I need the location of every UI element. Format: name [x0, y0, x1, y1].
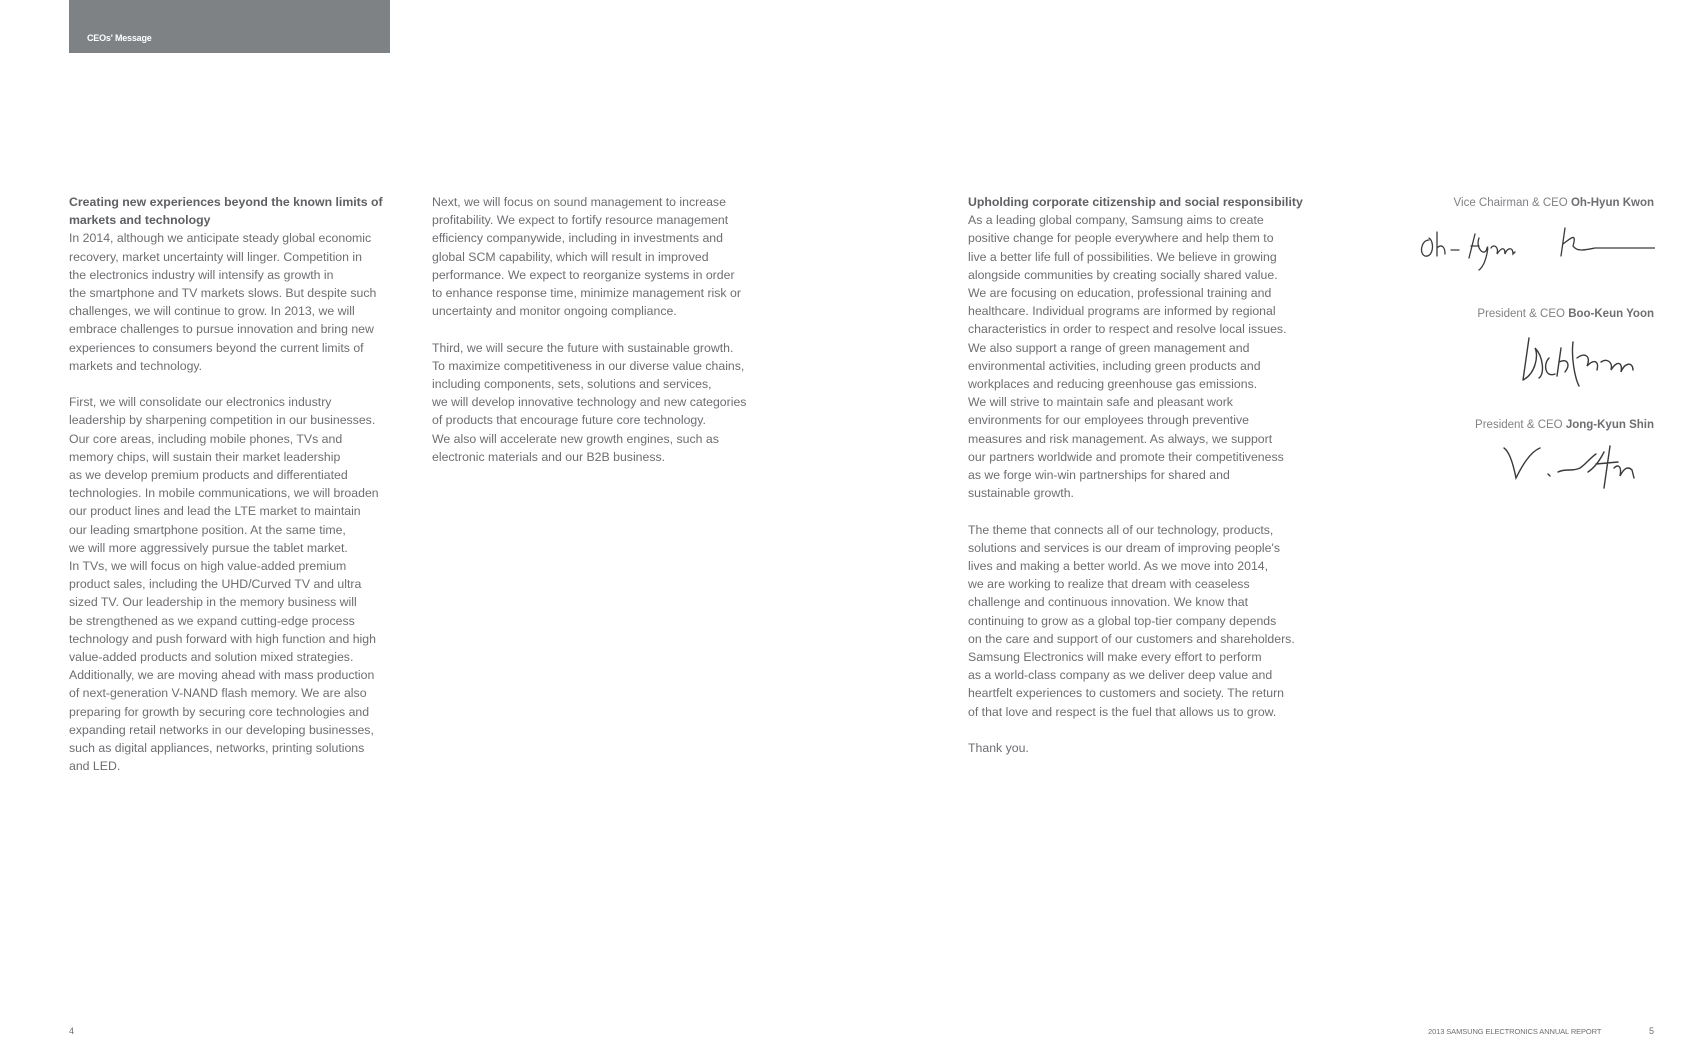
paragraph-line: including components, sets, solutions and services,	[432, 377, 712, 392]
paragraph-line: to enhance response time, minimize management risk or	[432, 286, 741, 301]
paragraph-line: uncertainty and monitor ongoing compliance.	[432, 304, 677, 319]
paragraph-line: embrace challenges to pursue innovation and bring new	[69, 322, 374, 337]
paragraph-line: Samsung Electronics will make every effort to perform	[968, 650, 1262, 665]
paragraph-line: characteristics in order to respect and resolve local issues.	[968, 322, 1287, 337]
signature-1	[1415, 218, 1655, 274]
paragraph-line: live a better life full of possibilities. We believe in growing	[968, 249, 1277, 264]
signatory-1-title: Vice Chairman & CEO	[1453, 197, 1568, 209]
paragraph-line: Additionally, we are moving ahead with mass production	[69, 668, 375, 683]
paragraph-line: To maximize competitiveness in our diverse value chains,	[432, 358, 745, 373]
signature-2	[1515, 328, 1655, 398]
paragraph-line: the electronics industry will intensify as growth in	[69, 267, 334, 282]
paragraph-line: as we develop premium products and differentiated	[69, 468, 348, 483]
paragraph-line: product sales, including the UHD/Curved TV and ultra	[69, 577, 362, 592]
signatory-1-name: Oh-Hyun Kwon	[1570, 197, 1654, 209]
paragraph-line: environments for our employees through preventive	[968, 413, 1249, 428]
paragraph-line: alongside communities by creating socially shared value.	[968, 267, 1278, 282]
paragraph-line: of products that encourage future core technology.	[432, 413, 706, 428]
paragraph-gap	[968, 721, 1303, 739]
paragraph-line: of that love and respect is the fuel that allows us to grow.	[968, 704, 1277, 719]
paragraph-line: performance. We expect to reorganize systems in order	[432, 267, 735, 282]
paragraph-line: We will strive to maintain safe and pleasant work	[968, 395, 1233, 410]
paragraph-line: we will develop innovative technology and new categories	[432, 395, 747, 410]
paragraph-line: our product lines and lead the LTE market to maintain	[69, 504, 361, 519]
paragraph-line: global SCM capability, which will result in improved	[432, 249, 709, 264]
paragraph-line: as a world-class company as we deliver deep value and	[968, 668, 1273, 683]
paragraph-line: value-added products and solution mixed strategies.	[69, 650, 354, 665]
paragraph-line: We are focusing on education, professional training and	[968, 286, 1272, 301]
paragraph-line: technologies. In mobile communications, we will broaden	[69, 486, 379, 501]
paragraph-line: workplaces and reducing greenhouse gas emissions.	[968, 377, 1258, 392]
paragraph-gap	[968, 502, 1303, 520]
paragraph-line: preparing for growth by securing core technologies and	[69, 704, 370, 719]
paragraph-line: sustainable growth.	[968, 486, 1074, 501]
paragraph-line: as we forge win-win partnerships for shared and	[968, 468, 1230, 483]
paragraph-line: and LED.	[69, 759, 121, 774]
paragraph-line: profitability. We expect to fortify resource management	[432, 213, 729, 228]
paragraph-line: The theme that connects all of our technology, products,	[968, 522, 1274, 537]
paragraph-line: sized TV. Our leadership in the memory business will	[69, 595, 357, 610]
paragraph-line: Thank you.	[968, 741, 1029, 756]
paragraph-line: recovery, market uncertainty will linger. Competition in	[69, 249, 362, 264]
column-heading-line: markets and technology	[69, 213, 211, 228]
paragraph-line: be strengthened as we expand cutting-edge process	[69, 613, 355, 628]
report-title: 2013 SAMSUNG ELECTRONICS ANNUAL REPORT	[1428, 1027, 1602, 1036]
paragraph-line: As a leading global company, Samsung aims to create	[968, 213, 1264, 228]
signatory-3-name: Jong-Kyun Shin	[1565, 419, 1654, 431]
paragraph-line: Our core areas, including mobile phones, TVs and	[69, 431, 343, 446]
paragraph-line: our leading smartphone position. At the same time,	[69, 522, 346, 537]
paragraph-line: solutions and services is our dream of improving people's	[968, 540, 1280, 555]
left-column	[69, 193, 394, 775]
column-heading-line: Creating new experiences beyond the known limits of	[69, 195, 383, 209]
signatory-3	[1334, 419, 1654, 431]
signatory-2-name: Boo-Keun Yoon	[1568, 308, 1654, 320]
signature-3	[1500, 438, 1650, 498]
paragraph-line: Next, we will focus on sound management to increase	[432, 195, 726, 209]
paragraph-line: continuing to grow as a global top-tier company depends	[968, 613, 1277, 628]
paragraph-line: we are working to realize that dream with ceaseless	[968, 577, 1250, 592]
paragraph-line: on the care and support of our customers and shareholders.	[968, 631, 1295, 646]
paragraph-line: healthcare. Individual programs are informed by regional	[968, 304, 1276, 319]
paragraph-line: lives and making a better world. As we move into 2014,	[968, 559, 1269, 574]
paragraph-line: efficiency companywide, including in investments and	[432, 231, 723, 246]
paragraph-line: of next-generation V-NAND flash memory. We are also	[69, 686, 367, 701]
paragraph-line: the smartphone and TV markets slows. But despite such	[69, 286, 377, 301]
paragraph-line: experiences to consumers beyond the current limits of	[69, 340, 364, 355]
paragraph-line: technology and push forward with high function and high	[69, 631, 376, 646]
paragraph-line: challenges, we will continue to grow. In 2013, we will	[69, 304, 355, 319]
paragraph-line: heartfelt experiences to customers and society. The return	[968, 686, 1285, 701]
paragraph-line: electronic materials and our B2B business.	[432, 449, 666, 464]
paragraph-line: Third, we will secure the future with sustainable growth.	[432, 340, 734, 355]
section-tab	[69, 0, 390, 53]
paragraph-line: our partners worldwide and promote their competitiveness	[968, 449, 1284, 464]
paragraph-line: expanding retail networks in our developing businesses,	[69, 722, 374, 737]
page-number-right: 5	[1649, 1026, 1655, 1036]
page-number-left: 4	[69, 1026, 75, 1036]
section-tab-label: CEOs' Message	[87, 33, 152, 43]
paragraph-line: memory chips, will sustain their market leadership	[69, 449, 341, 464]
signatory-2	[1334, 308, 1654, 320]
paragraph-line: we will more aggressively pursue the tablet market.	[69, 540, 348, 555]
paragraph-gap	[69, 375, 394, 393]
signatory-2-title: President & CEO	[1477, 308, 1565, 320]
paragraph-line: We also support a range of green management and	[968, 340, 1250, 355]
paragraph-line: such as digital appliances, networks, printing solutions	[69, 741, 365, 756]
paragraph-line: First, we will consolidate our electronics industry	[69, 395, 332, 410]
paragraph-line: measures and risk management. As always, we support	[968, 431, 1273, 446]
paragraph-line: In TVs, we will focus on high value-added premium	[69, 559, 347, 574]
paragraph-gap	[432, 320, 762, 338]
paragraph-line: challenge and continuous innovation. We know that	[968, 595, 1249, 610]
paragraph-line: We also will accelerate new growth engines, such as	[432, 431, 719, 446]
paragraph-line: positive change for people everywhere and help them to	[968, 231, 1274, 246]
paragraph-line: environmental activities, including green products and	[968, 358, 1261, 373]
paragraph-line: In 2014, although we anticipate steady global economic	[69, 231, 372, 246]
right-column	[968, 193, 1303, 757]
signatory-3-title: President & CEO	[1475, 419, 1563, 431]
paragraph-line: leadership by sharpening competition in our businesses.	[69, 413, 376, 428]
column-heading-line: Upholding corporate citizenship and social responsibility	[968, 195, 1303, 209]
paragraph-line: markets and technology.	[69, 358, 203, 373]
signatory-1	[1334, 197, 1654, 209]
middle-column	[432, 193, 762, 466]
